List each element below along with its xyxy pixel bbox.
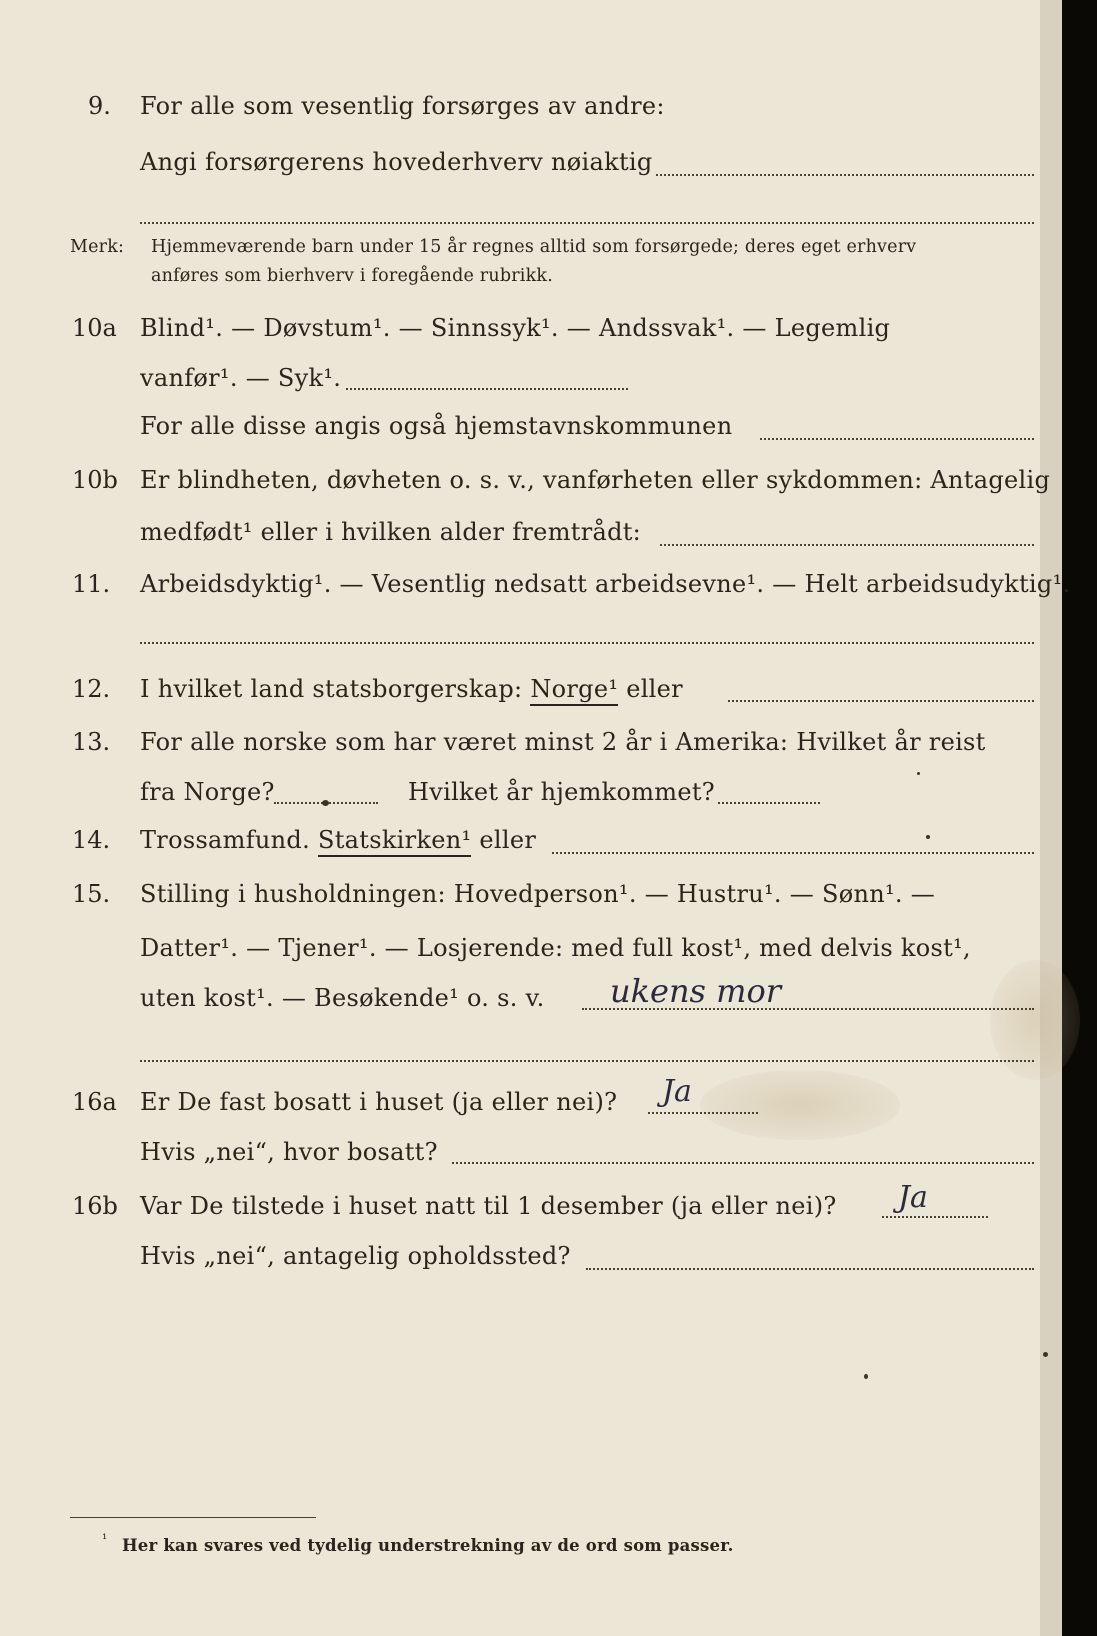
q16a-line1: Er De fast bosatt i huset (ja eller nei)? [140, 1088, 618, 1116]
paper-stain [990, 960, 1080, 1080]
q9-number: 9. [88, 92, 111, 120]
footnote-rule [70, 1517, 316, 1518]
q14-answer-field[interactable] [552, 852, 1034, 854]
q11-line1: Arbeidsdyktig¹. — Vesentlig nedsatt arbeidsevne¹. — Helt arbeidsudyktig¹. [140, 570, 1071, 598]
q10a-line1: Blind¹. — Døvstum¹. — Sinnssyk¹. — Andssvak¹. — Legemlig [140, 314, 891, 342]
q16b-answer-field[interactable] [882, 1216, 988, 1218]
q16b-line2: Hvis „nei“, antagelig opholdssted? [140, 1242, 571, 1270]
q16b-opholdssted-field[interactable] [586, 1268, 1034, 1270]
q12-number: 12. [72, 675, 111, 703]
q9-line1: For alle som vesentlig forsørges av andre: [140, 92, 665, 120]
q15-answer-field-2[interactable] [140, 1060, 1034, 1062]
q16b-line1: Var De tilstede i huset natt til 1 desember (ja eller nei)? [140, 1192, 837, 1220]
q16a-bosatt-field[interactable] [452, 1162, 1034, 1164]
q9-answer-field[interactable] [656, 174, 1034, 176]
merk-line1: Hjemmeværende barn under 15 år regnes alltid som forsørgede; deres eget erhverv [151, 237, 917, 257]
ink-spot [1043, 1352, 1048, 1357]
q16a-answer-field[interactable] [648, 1112, 758, 1114]
q10a-line3: For alle disse angis også hjemstavnskommunen [140, 412, 733, 440]
q16a-line2: Hvis „nei“, hvor bosatt? [140, 1138, 438, 1166]
merk-label: Merk: [70, 237, 125, 257]
q16b-number: 16b [72, 1192, 118, 1220]
q15-line3: uten kost¹. — Besøkende¹ o. s. v. [140, 984, 545, 1012]
q10a-line2: vanfør¹. — Syk¹. [140, 364, 342, 392]
merk-line2: anføres som bierhverv i foregående rubrikk. [151, 266, 553, 286]
q16a-number: 16a [72, 1088, 117, 1116]
q13-number: 13. [72, 728, 111, 756]
q12-suffix: eller [626, 675, 683, 703]
q9-answer-field-2[interactable] [140, 222, 1034, 224]
q14-underlined: Statskirken¹ [318, 826, 471, 857]
q14-suffix: eller [479, 826, 537, 854]
ink-spot [322, 800, 329, 806]
q14-number: 14. [72, 826, 111, 854]
q13-line2a: fra Norge? [140, 778, 275, 806]
q10b-line1: Er blindheten, døvheten o. s. v., vanførheten eller sykdommen: Antagelig [140, 466, 1051, 494]
q14-prefix: Trossamfund. [140, 826, 311, 854]
paper-stain [700, 1070, 900, 1140]
q15-handwritten-answer: ukens mor [610, 972, 782, 1010]
q15-number: 15. [72, 880, 111, 908]
q11-answer-field[interactable] [140, 642, 1034, 644]
page-edge [1040, 0, 1062, 1636]
q11-number: 11. [72, 570, 111, 598]
q15-line2: Datter¹. — Tjener¹. — Losjerende: med full kost¹, med delvis kost¹, [140, 934, 971, 962]
footnote-text: Her kan svares ved tydelig understrekning av de ord som passer. [122, 1536, 734, 1555]
q13-line2b: Hvilket år hjemkommet? [408, 778, 715, 806]
q13-hjemkommet-field[interactable] [718, 802, 820, 804]
q12-prefix: I hvilket land statsborgerskap: [140, 675, 523, 703]
q15-line1: Stilling i husholdningen: Hovedperson¹. — Hustru¹. — Sønn¹. — [140, 880, 936, 908]
q13-line1: For alle norske som har været minst 2 år i Amerika: Hvilket år reist [140, 728, 986, 756]
q12-answer-field[interactable] [728, 700, 1034, 702]
q10b-alder-field[interactable] [660, 544, 1034, 546]
q12-underlined: Norge¹ [530, 675, 618, 706]
q10a-syk-field[interactable] [346, 388, 628, 390]
q16b-handwritten-answer: Ja [898, 1180, 928, 1215]
footnote-mark: ¹ [102, 1532, 108, 1547]
q12-line [140, 675, 683, 703]
q14-line [140, 826, 536, 854]
q10a-number: 10a [72, 314, 117, 342]
q9-line2: Angi forsørgerens hovederhverv nøiaktig [140, 148, 653, 176]
ink-spot [864, 1374, 868, 1379]
ink-spot [917, 772, 920, 775]
q10b-number: 10b [72, 466, 118, 494]
q10b-line2: medfødt¹ eller i hvilken alder fremtrådt: [140, 518, 642, 546]
q16a-handwritten-answer: Ja [662, 1074, 692, 1109]
ink-spot [926, 835, 930, 839]
q10a-kommune-field[interactable] [760, 438, 1034, 440]
